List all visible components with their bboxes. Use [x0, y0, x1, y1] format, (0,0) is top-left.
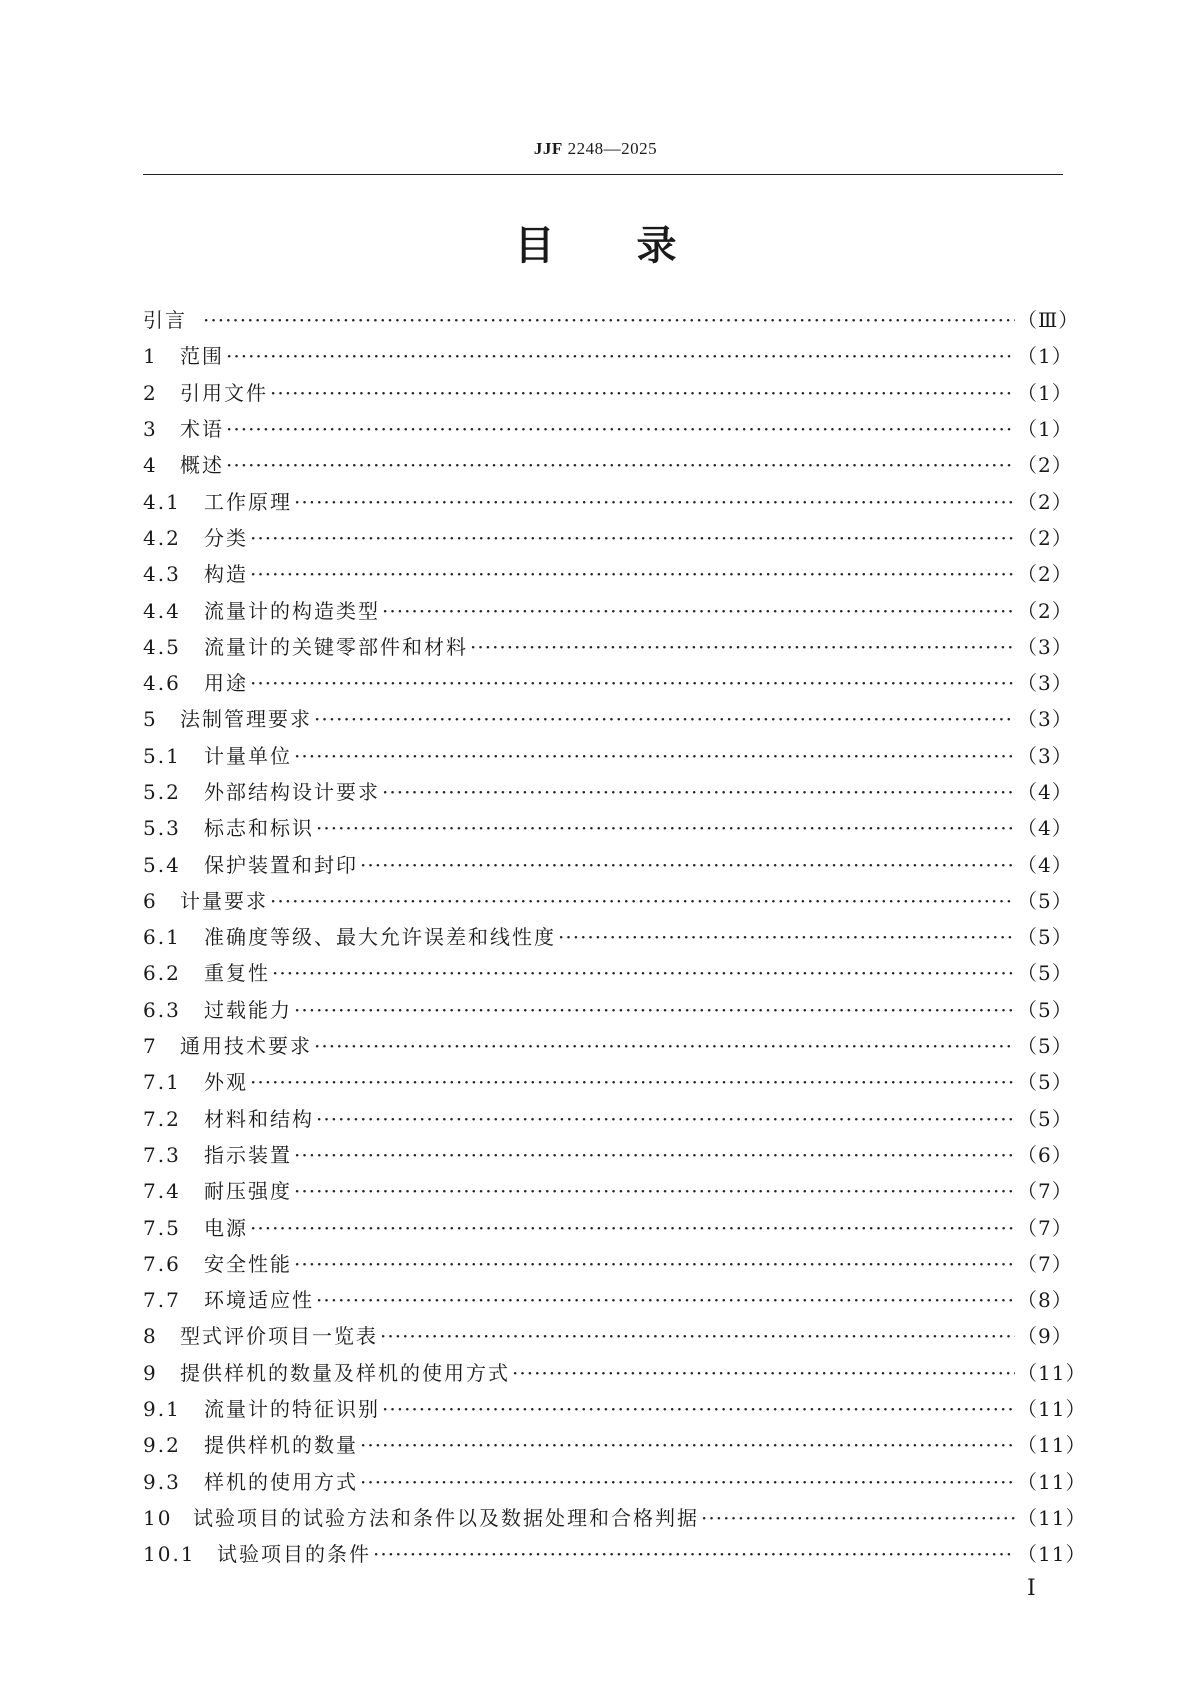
toc-entry-title: 分类: [204, 525, 248, 550]
toc-entry-number: 5: [143, 707, 158, 732]
toc-entry-title: 范围: [180, 344, 224, 369]
toc-entry[interactable]: [143, 520, 1073, 556]
toc-entry-title: 流量计的关键零部件和材料: [204, 634, 468, 659]
dot-leader: [558, 919, 1015, 955]
toc-entry-page: （4）: [1017, 816, 1073, 841]
dot-leader: [373, 1536, 1015, 1572]
toc-entry-number: 7.1: [143, 1070, 181, 1095]
toc-entry-title: 耐压强度: [204, 1179, 292, 1204]
toc-entry-page: （3）: [1017, 634, 1073, 659]
dot-leader: [316, 1282, 1015, 1318]
toc-entry-title: 样机的使用方式: [204, 1469, 358, 1494]
toc-entry-page: （7）: [1017, 1179, 1073, 1204]
toc-entry-number: 2: [143, 380, 158, 405]
dot-leader: [382, 593, 1015, 629]
toc-entry-number: 4.3: [143, 562, 181, 587]
toc-entry-page: （11）: [1017, 1505, 1087, 1530]
title-char-1: 目: [514, 223, 555, 269]
dot-leader: [294, 1246, 1015, 1282]
dot-leader: [382, 1391, 1015, 1427]
toc-entry-number: 5.4: [143, 852, 181, 877]
toc-entry-title: 指示装置: [204, 1142, 292, 1167]
toc-entry-title: 工作原理: [204, 489, 292, 514]
toc-entry-number: 8: [143, 1324, 158, 1349]
toc-entry-page: （11）: [1017, 1469, 1087, 1494]
standard-number: 2248—2025: [567, 139, 658, 158]
toc-entry-number: 7.4: [143, 1179, 181, 1204]
toc-entry-page: （2）: [1017, 562, 1073, 587]
toc-entry-page: （7）: [1017, 1251, 1073, 1276]
toc-entry-number: 9.1: [143, 1397, 181, 1422]
dot-leader: [270, 883, 1015, 919]
toc-entry[interactable]: [143, 302, 1080, 338]
toc-entry-title: 环境适应性: [204, 1288, 314, 1313]
toc-entry[interactable]: [143, 1464, 1087, 1500]
toc-entry-number: 10.1: [143, 1542, 196, 1567]
dot-leader: [250, 665, 1015, 701]
dot-leader: [294, 484, 1015, 520]
dot-leader: [314, 701, 1015, 737]
toc-entry-page: （4）: [1017, 780, 1073, 804]
toc-entry-page: （8）: [1017, 1288, 1073, 1313]
toc-entry[interactable]: [143, 411, 1073, 447]
toc-entry[interactable]: [143, 338, 1073, 374]
toc-entry-number: 4: [143, 453, 158, 478]
toc-entry-title: 构造: [204, 562, 248, 587]
toc-entry[interactable]: [143, 447, 1073, 483]
toc-entry-number: 7.2: [143, 1106, 181, 1131]
toc-entry-number: 1: [143, 344, 158, 369]
dot-leader: [470, 629, 1015, 665]
toc-entry-page: （5）: [1017, 1034, 1073, 1059]
toc-entry-number: 4.6: [143, 671, 181, 696]
toc-entry-title: 术语: [180, 417, 224, 442]
toc-entry-title: 过载能力: [204, 997, 292, 1022]
toc-entry-title: 试验项目的试验方法和条件以及数据处理和合格判据: [193, 1505, 699, 1530]
toc-entry[interactable]: [143, 1173, 1073, 1209]
dot-leader: [316, 810, 1015, 846]
toc-entry[interactable]: [143, 701, 1073, 737]
toc-entry-page: （11）: [1017, 1542, 1087, 1567]
toc-entry-page: （5）: [1017, 961, 1073, 986]
table-of-contents: [143, 302, 1087, 1572]
toc-entry-title: 试验项目的条件: [217, 1542, 371, 1567]
toc-entry-title: 电源: [204, 1215, 248, 1240]
header-rule: [143, 174, 1063, 175]
toc-entry-number: 9: [143, 1360, 158, 1385]
dot-leader: [203, 302, 1015, 338]
toc-entry-title: 标志和标识: [204, 816, 314, 841]
toc-entry-number: 7: [143, 1034, 158, 1059]
toc-entry-page: （11）: [1017, 1397, 1087, 1422]
toc-entry-page: （2）: [1017, 598, 1073, 623]
toc-entry-title: 材料和结构: [204, 1106, 314, 1131]
title-char-2: 录: [636, 223, 677, 269]
toc-entry-number: 6.2: [143, 961, 181, 986]
dot-leader: [701, 1500, 1015, 1536]
dot-leader: [380, 1318, 1015, 1354]
toc-entry[interactable]: [143, 738, 1073, 774]
toc-entry-page: （1）: [1017, 380, 1073, 405]
toc-entry-title: 型式评价项目一览表: [180, 1324, 378, 1349]
toc-entry[interactable]: [143, 1536, 1087, 1572]
toc-entry-title: 流量计的构造类型: [204, 598, 380, 623]
toc-entry-number: 9.3: [143, 1469, 181, 1494]
toc-entry-title: 外部结构设计要求: [204, 780, 380, 804]
toc-entry[interactable]: [143, 375, 1073, 411]
toc-entry-page: （3）: [1017, 743, 1073, 768]
toc-entry-page: （3）: [1017, 671, 1073, 696]
toc-entry[interactable]: [143, 483, 1073, 519]
toc-entry-page: （5）: [1017, 997, 1073, 1022]
toc-entry[interactable]: [143, 846, 1073, 882]
toc-entry[interactable]: [143, 1355, 1087, 1391]
toc-entry[interactable]: [143, 1246, 1073, 1282]
toc-entry-title: 用途: [204, 671, 248, 696]
toc-entry-number: 4.5: [143, 634, 181, 659]
toc-entry-title: 通用技术要求: [180, 1034, 312, 1059]
toc-entry-title: 引言: [143, 308, 187, 333]
toc-entry-page: （11）: [1017, 1433, 1087, 1458]
toc-entry-page: （5）: [1017, 1106, 1073, 1131]
toc-entry-page: （1）: [1017, 417, 1073, 442]
toc-entry[interactable]: [143, 774, 1073, 810]
toc-entry-number: 4.2: [143, 525, 181, 550]
toc-entry-number: 6.3: [143, 997, 181, 1022]
running-header: [0, 139, 1191, 159]
dot-leader: [512, 1355, 1015, 1391]
toc-entry-page: （1）: [1017, 344, 1073, 369]
toc-entry-number: 7.5: [143, 1215, 181, 1240]
toc-entry-page: （5）: [1017, 1070, 1073, 1095]
toc-entry-number: 5.2: [143, 780, 181, 804]
dot-leader: [294, 992, 1015, 1028]
toc-entry-page: （3）: [1017, 707, 1073, 732]
toc-entry-page: （6）: [1017, 1142, 1073, 1167]
toc-entry-title: 概述: [180, 453, 224, 478]
toc-entry[interactable]: [143, 1282, 1073, 1318]
toc-entry[interactable]: [143, 919, 1073, 955]
toc-entry-number: 4.1: [143, 489, 181, 514]
dot-leader: [226, 447, 1015, 483]
toc-entry-title: 流量计的特征识别: [204, 1397, 380, 1422]
toc-entry[interactable]: [143, 1500, 1087, 1536]
toc-entry-page: （7）: [1017, 1215, 1073, 1240]
toc-entry[interactable]: [143, 1209, 1073, 1245]
dot-leader: [360, 1464, 1015, 1500]
toc-entry-number: 5.1: [143, 743, 181, 768]
toc-entry[interactable]: [143, 955, 1073, 991]
dot-leader: [360, 1427, 1015, 1463]
dot-leader: [226, 411, 1015, 447]
toc-entry[interactable]: [143, 810, 1073, 846]
toc-entry-title: 计量要求: [180, 888, 268, 913]
toc-entry-number: 6.1: [143, 925, 181, 950]
toc-entry-title: 保护装置和封印: [204, 852, 358, 877]
dot-leader: [250, 1064, 1015, 1100]
dot-leader: [250, 520, 1015, 556]
toc-entry-page: （5）: [1017, 888, 1073, 913]
toc-entry-number: 7.6: [143, 1251, 181, 1276]
toc-entry-number: 5.3: [143, 816, 181, 841]
dot-leader: [314, 1028, 1015, 1064]
toc-entry[interactable]: [143, 1318, 1073, 1354]
toc-entry-page: （Ⅲ）: [1017, 308, 1080, 333]
toc-entry-number: 6: [143, 888, 158, 913]
toc-entry[interactable]: [143, 592, 1073, 628]
dot-leader: [294, 738, 1015, 774]
dot-leader: [294, 1137, 1015, 1173]
toc-entry-title: 准确度等级、最大允许误差和线性度: [204, 925, 556, 950]
toc-entry-title: 计量单位: [204, 743, 292, 768]
toc-entry[interactable]: [143, 1427, 1087, 1463]
page-title: [0, 218, 1191, 274]
toc-entry-title: 提供样机的数量及样机的使用方式: [180, 1360, 510, 1385]
toc-entry-page: （2）: [1017, 525, 1073, 550]
page-number: Ⅰ: [1027, 1575, 1036, 1600]
toc-entry[interactable]: [143, 1391, 1087, 1427]
dot-leader: [294, 1173, 1015, 1209]
toc-entry[interactable]: [143, 665, 1073, 701]
toc-entry-title: 提供样机的数量: [204, 1433, 358, 1458]
toc-entry-page: （2）: [1017, 489, 1073, 514]
dot-leader: [226, 338, 1015, 374]
toc-entry-number: 9.2: [143, 1433, 181, 1458]
toc-entry-page: （11）: [1017, 1360, 1087, 1385]
dot-leader: [250, 556, 1015, 592]
dot-leader: [360, 847, 1015, 883]
dot-leader: [270, 375, 1015, 411]
toc-entry[interactable]: [143, 1064, 1073, 1100]
toc-entry[interactable]: [143, 883, 1073, 919]
toc-entry-title: 安全性能: [204, 1251, 292, 1276]
dot-leader: [250, 1210, 1015, 1246]
toc-entry[interactable]: [143, 992, 1073, 1028]
dot-leader: [382, 774, 1015, 810]
toc-entry-page: （9）: [1017, 1324, 1073, 1349]
toc-entry[interactable]: [143, 629, 1073, 665]
toc-entry-title: 重复性: [204, 961, 270, 986]
toc-entry-number: 7.7: [143, 1288, 181, 1313]
toc-entry-title: 法制管理要求: [180, 707, 312, 732]
standard-code: JJF: [533, 139, 563, 158]
toc-entry[interactable]: [143, 556, 1073, 592]
toc-entry-page: （2）: [1017, 453, 1073, 478]
toc-entry-title: 引用文件: [180, 380, 268, 405]
toc-entry-number: 7.3: [143, 1142, 181, 1167]
dot-leader: [272, 955, 1015, 991]
toc-entry-number: 10: [143, 1505, 173, 1530]
toc-entry-page: （5）: [1017, 925, 1073, 950]
toc-entry[interactable]: [143, 1137, 1073, 1173]
toc-entry-number: 4.4: [143, 598, 181, 623]
toc-entry-page: （4）: [1017, 852, 1073, 877]
toc-entry-title: 外观: [204, 1070, 248, 1095]
toc-entry[interactable]: [143, 1101, 1073, 1137]
dot-leader: [316, 1101, 1015, 1137]
toc-entry[interactable]: [143, 1028, 1073, 1064]
toc-entry-number: 3: [143, 417, 158, 442]
